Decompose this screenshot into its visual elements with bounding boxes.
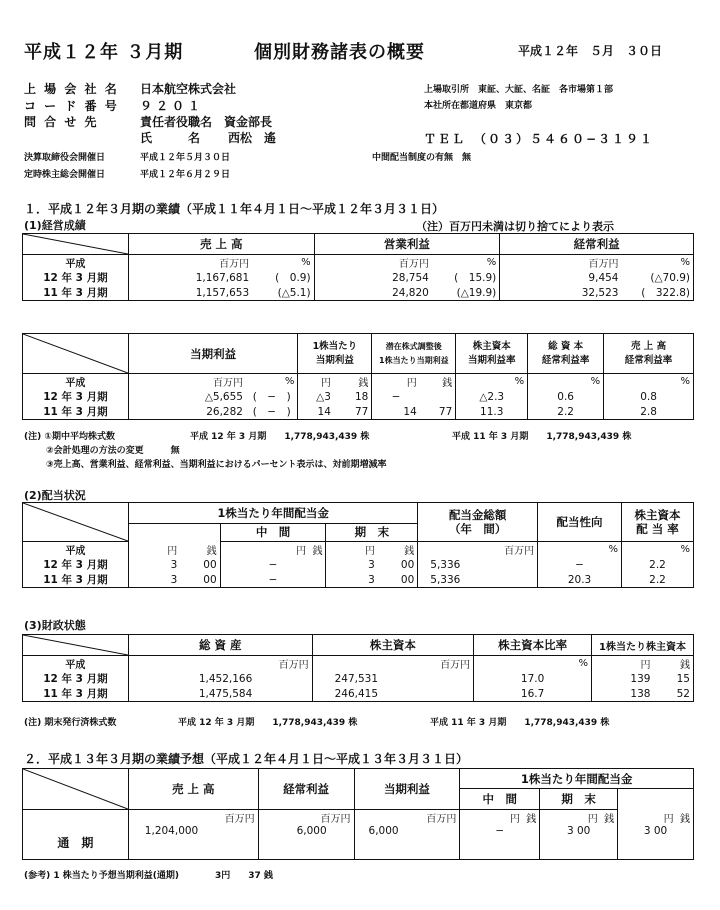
header-payout: 配当性向 <box>538 503 622 542</box>
year-end-yen: 3 <box>326 572 378 588</box>
header-diluted-eps: 潜在株式調整後 1株当たり当期利益 <box>372 334 456 374</box>
row-label: 12 年 3 月期 <box>23 270 129 285</box>
roe-value: △2.3 <box>456 389 528 404</box>
sen-label: 銭 <box>378 542 418 558</box>
diagonal-header-cell <box>23 503 129 542</box>
unit-label: 百万円 <box>128 656 312 672</box>
net-value: 26,282 <box>128 404 246 420</box>
sub-operating-results: (1)経営成績 <box>24 219 86 232</box>
row-blank <box>23 810 129 826</box>
row-label: 通 期 <box>23 825 129 860</box>
forecast-annual-value: 3 00 <box>618 825 694 860</box>
forecast-interim-value: − <box>460 825 540 860</box>
assets-value: 1,452,166 <box>128 671 312 686</box>
payout-value: − <box>538 557 622 572</box>
pct-label: % <box>538 542 622 558</box>
header-dividend-ratio: 株主資本 配 当 率 <box>621 503 693 542</box>
hq-info: 本社所在都道府県 東京都 <box>424 101 533 111</box>
row-label: 11 年 3 月期 <box>23 686 129 702</box>
assets-value: 1,475,584 <box>128 686 312 702</box>
ordinary-pct: ( 322.8) <box>621 285 693 301</box>
interim-info: 中間配当制度の有無 無 <box>372 153 472 163</box>
header-bps: 1株当たり株主資本 <box>592 635 694 656</box>
header-roe: 株主資本 当期利益率 <box>456 334 528 374</box>
note-avg-shares-12: 平成 12 年 3 月期 1,778,943,439 株 <box>190 432 370 442</box>
sen-label: 銭 <box>180 542 220 558</box>
operating-pct: ( 15.9) <box>432 270 500 285</box>
pct-label: % <box>621 542 693 558</box>
title-period: 平成１２年 ３月期 <box>24 42 184 63</box>
annual-yen: 3 <box>128 572 180 588</box>
pct-label: % <box>456 374 528 390</box>
yen-label: 円 <box>592 656 654 672</box>
ratio-value: 2.2 <box>621 572 693 588</box>
row-era-label: 平成 <box>23 542 129 558</box>
roa-value: 2.2 <box>528 404 604 420</box>
eps-sen: 77 <box>334 404 372 420</box>
header-equity: 株主資本 <box>312 635 474 656</box>
pct-label: % <box>432 255 500 271</box>
dividends-table <box>22 502 694 588</box>
operating-pct: (△19.9) <box>432 285 500 301</box>
pct-label: % <box>252 255 314 271</box>
annual-sen: 00 <box>180 572 220 588</box>
diagonal-header-cell <box>23 635 129 656</box>
ordinary-pct: (△70.9) <box>621 270 693 285</box>
row-era-label: 平成 <box>23 374 129 390</box>
sen-label: 銭 <box>420 374 456 390</box>
yen-label: 円 <box>326 542 378 558</box>
pct-label: % <box>604 374 694 390</box>
yen-label: 円 <box>372 374 420 390</box>
section1-title: １．平成１２年３月期の業績（平成１１年４月１日〜平成１２年３月３１日） <box>24 202 445 216</box>
board-label: 決算取締役会開催日 <box>24 153 106 163</box>
diluted-sen: 77 <box>420 404 456 420</box>
unit-label: 百万円 <box>354 810 460 826</box>
header-forecast-net: 当期利益 <box>354 769 460 810</box>
row-era-label: 平成 <box>23 656 129 672</box>
header-sales: 売 上 高 <box>128 234 314 255</box>
operating-value: 28,754 <box>314 270 432 285</box>
sales-pct: ( 0.9) <box>252 270 314 285</box>
bps-yen: 138 <box>592 686 654 702</box>
header-forecast-sales: 売 上 高 <box>128 769 258 810</box>
pct-label: % <box>474 656 592 672</box>
forecast-sales-value: 1,204,000 <box>128 825 258 860</box>
bps-yen: 139 <box>592 671 654 686</box>
year-end-sen: 00 <box>378 572 418 588</box>
code-label: コ ー ド 番 号 <box>24 99 119 113</box>
page-title: 個別財務諸表の概要 <box>254 42 425 63</box>
net-pct: ( − ) <box>246 404 298 420</box>
row-label: 11 年 3 月期 <box>23 404 129 420</box>
interim-unit: 円 銭 <box>460 810 540 826</box>
row-label: 12 年 3 月期 <box>23 557 129 572</box>
diagonal-header-cell <box>23 769 129 810</box>
yen-label: 円 <box>128 542 180 558</box>
diluted-sen <box>420 389 456 404</box>
header-eps: 1株当たり 当期利益 <box>298 334 372 374</box>
header-forecast-interim: 中 間 <box>460 789 540 810</box>
operating-results-table <box>22 233 694 301</box>
sales-value: 1,157,653 <box>128 285 252 301</box>
header-margin: 売 上 高 経常利益率 <box>604 334 694 374</box>
unit-label: 百万円 <box>312 656 474 672</box>
unit-label: 百万円 <box>258 810 354 826</box>
pct-label: % <box>246 374 298 390</box>
board-date: 平成１２年５月３０日 <box>140 153 231 163</box>
roa-value: 0.6 <box>528 389 604 404</box>
row-label: 12 年 3 月期 <box>23 389 129 404</box>
ratio-value: 2.2 <box>621 557 693 572</box>
unit-label: 百万円 <box>500 255 622 271</box>
unit-label: 百万円 <box>128 374 246 390</box>
ordinary-value: 32,523 <box>500 285 622 301</box>
diluted-yen: − <box>372 389 420 404</box>
company-code: ９２０１ <box>140 99 205 113</box>
bps-sen: 15 <box>653 671 693 686</box>
unit-label: 百万円 <box>128 810 258 826</box>
sen-label: 銭 <box>653 656 693 672</box>
contact-name-label: 氏 名 <box>140 131 201 145</box>
net-pct: ( − ) <box>246 389 298 404</box>
year-end-sen: 00 <box>378 557 418 572</box>
sales-pct: (△5.1) <box>252 285 314 301</box>
equity-ratio-value: 16.7 <box>474 686 592 702</box>
header-equity-ratio: 株主資本比率 <box>474 635 592 656</box>
header-ordinary-income: 経常利益 <box>500 234 694 255</box>
row-era-label: 平成 <box>23 255 129 271</box>
header-forecast-dividend: 1株当たり年間配当金 <box>460 769 694 789</box>
annual-sen: 00 <box>180 557 220 572</box>
contact-title: 責任者役職名 資金部長 <box>140 115 273 129</box>
section2-title: ２．平成１３年３月期の業績予想（平成１２年４月１日〜平成１３年３月３１日） <box>24 752 469 766</box>
header-year-end: 期 末 <box>326 523 418 541</box>
total-value: 5,336 <box>418 557 538 572</box>
unit-label: 百万円 <box>314 255 432 271</box>
equity-ratio-value: 17.0 <box>474 671 592 686</box>
year-end-unit: 円 銭 <box>540 810 618 826</box>
pct-label: % <box>621 255 693 271</box>
sales-value: 1,167,681 <box>128 270 252 285</box>
interim-unit: 円 銭 <box>220 542 326 558</box>
interim-value: − <box>220 572 326 588</box>
tel-info: ＴＥＬ （０３）５４６０−３１９１ <box>424 132 655 146</box>
unit-label: 百万円 <box>128 255 252 271</box>
eps-yen: 14 <box>298 404 334 420</box>
contact-label: 問 合 せ 先 <box>24 115 99 129</box>
annual-blank <box>618 789 694 810</box>
sub-financial-position: (3)財政状態 <box>24 619 86 632</box>
note-shares-outstanding-12: 平成 12 年 3 月期 1,778,943,439 株 <box>178 718 358 728</box>
margin-value: 2.8 <box>604 404 694 420</box>
header-annual-dividend: 1株当たり年間配当金 <box>128 503 417 524</box>
row-label: 12 年 3 月期 <box>23 671 129 686</box>
note-avg-shares-label: (注) ①期中平均株式数 <box>24 432 115 442</box>
agm-label: 定時株主総会開催日 <box>24 170 106 180</box>
agm-date: 平成１２年６月２９日 <box>140 170 231 180</box>
header-roa: 総 資 本 経常利益率 <box>528 334 604 374</box>
diagonal-header-cell <box>23 234 129 255</box>
forecast-year-end-value: 3 00 <box>540 825 618 860</box>
note-shares-outstanding-11: 平成 11 年 3 月期 1,778,943,439 株 <box>430 718 610 728</box>
reference-eps-note: (参考) 1 株当たり予想当期利益(通期) 3円 37 銭 <box>24 871 273 881</box>
company-name-label: 上 場 会 社 名 <box>24 82 119 96</box>
note-accounting-change: ②会計処理の方法の変更 無 <box>46 446 180 456</box>
equity-value: 247,531 <box>312 671 474 686</box>
note-shares-outstanding-label: (注) 期末発行済株式数 <box>24 718 117 728</box>
margin-value: 0.8 <box>604 389 694 404</box>
operating-value: 24,820 <box>314 285 432 301</box>
header-total-dividend: 配当金総額 （年 間） <box>418 503 538 542</box>
annual-unit: 円 銭 <box>618 810 694 826</box>
interim-value: − <box>220 557 326 572</box>
company-name: 日本航空株式会社 <box>140 82 237 96</box>
exchange-info: 上場取引所 東証、大証、名証 各市場第１部 <box>424 85 614 95</box>
roe-value: 11.3 <box>456 404 528 420</box>
header-forecast-ordinary: 経常利益 <box>258 769 354 810</box>
year-end-yen: 3 <box>326 557 378 572</box>
row-label: 11 年 3 月期 <box>23 572 129 588</box>
sub-dividends: (2)配当状況 <box>24 489 86 502</box>
pct-label: % <box>528 374 604 390</box>
financial-position-table <box>22 634 694 702</box>
header-operating-income: 営業利益 <box>314 234 500 255</box>
forecast-table <box>22 768 694 860</box>
eps-sen: 18 <box>334 389 372 404</box>
header-net-income: 当期利益 <box>128 334 298 374</box>
contact-name: 西松 遙 <box>228 131 277 145</box>
total-value: 5,336 <box>418 572 538 588</box>
annual-yen: 3 <box>128 557 180 572</box>
report-date: 平成１２年 ５月 ３０日 <box>518 44 663 58</box>
net-value: △5,655 <box>128 389 246 404</box>
header-forecast-year-end: 期 末 <box>540 789 618 810</box>
diagonal-header-cell <box>23 334 129 374</box>
unit-label: 百万円 <box>418 542 538 558</box>
forecast-ordinary-value: 6,000 <box>258 825 354 860</box>
annual-blank <box>128 523 220 541</box>
note-avg-shares-11: 平成 11 年 3 月期 1,778,943,439 株 <box>452 432 632 442</box>
row-label: 11 年 3 月期 <box>23 285 129 301</box>
equity-value: 246,415 <box>312 686 474 702</box>
diluted-yen: 14 <box>372 404 420 420</box>
truncation-note: （注）百万円未満は切り捨てにより表示 <box>416 220 614 233</box>
note-percent: ③売上高、営業利益、経常利益、当期利益におけるパーセント表示は、対前期増減率 <box>46 460 387 470</box>
yen-label: 円 <box>298 374 334 390</box>
bps-sen: 52 <box>653 686 693 702</box>
net-income-table <box>22 333 694 420</box>
payout-value: 20.3 <box>538 572 622 588</box>
header-total-assets: 総 資 産 <box>128 635 312 656</box>
eps-yen: △3 <box>298 389 334 404</box>
ordinary-value: 9,454 <box>500 270 622 285</box>
forecast-net-value: 6,000 <box>354 825 460 860</box>
sen-label: 銭 <box>334 374 372 390</box>
header-interim: 中 間 <box>220 523 326 541</box>
